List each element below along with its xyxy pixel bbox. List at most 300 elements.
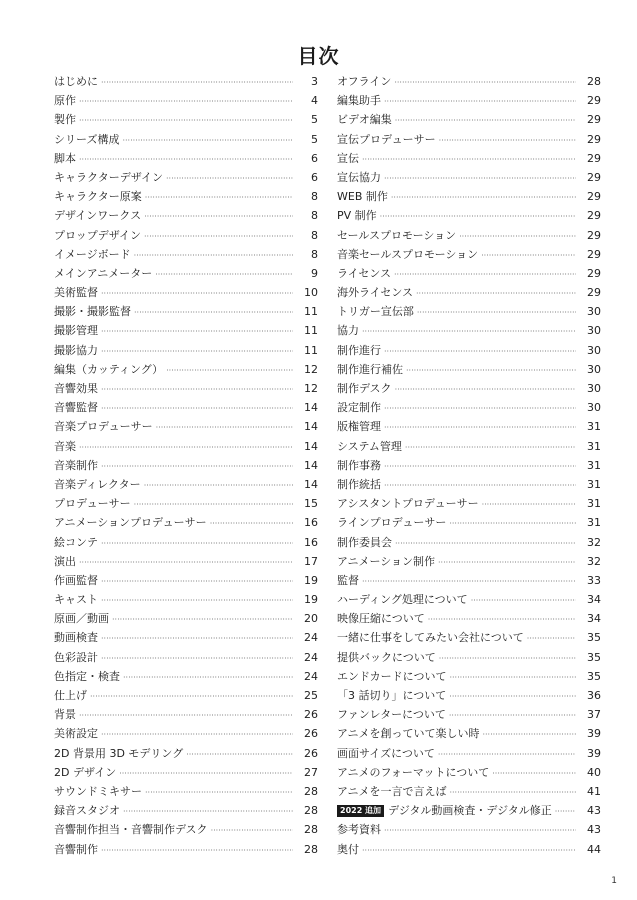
toc-entry-title: 2D 背景用 3D モデリング [54, 746, 184, 760]
toc-entry-title: 美術設定 [54, 727, 98, 741]
toc-entry-title: アニメーションプロデューサー [54, 516, 207, 530]
toc-entry-title-wrap [54, 130, 119, 149]
toc-entry-title: ファンレターについて [337, 708, 446, 722]
toc-entry-title: 参考資料 [337, 823, 381, 837]
toc-entry-page: 39 [587, 727, 601, 741]
toc-entry[interactable] [54, 321, 318, 340]
toc-entry-title: ライセンス [337, 266, 392, 280]
toc-entry-title: 制作デスク [337, 382, 392, 395]
toc-entry-title-wrap [337, 360, 403, 379]
toc-entry-title-wrap [54, 321, 98, 340]
toc-entry-title: 音響効果 [54, 382, 98, 395]
toc-leader-dots [362, 150, 576, 168]
toc-entry-title: 音楽プロデューサー [54, 420, 153, 434]
toc-entry-title: 海外ライセンス [337, 286, 414, 300]
toc-entry-page: 34 [587, 612, 601, 626]
toc-entry-title: シリーズ構成 [54, 132, 120, 146]
toc-entry-title: 撮影・撮影監督 [54, 305, 131, 319]
toc-leader-dots [394, 265, 576, 283]
toc-entry-title: キャスト [54, 593, 98, 607]
toc-entry[interactable] [337, 379, 601, 398]
toc-entry-page: 32 [587, 535, 601, 549]
toc-entry-title-wrap [337, 667, 446, 686]
toc-entry[interactable] [54, 206, 318, 225]
toc-entry[interactable] [54, 590, 318, 609]
toc-entry-page: 8 [311, 228, 318, 242]
toc-entry-title: はじめに [54, 75, 98, 88]
toc-entry-title-wrap [54, 648, 98, 667]
toc-entry[interactable] [337, 360, 601, 379]
toc-entry[interactable] [337, 91, 601, 110]
toc-entry-title: 作画監督 [54, 573, 98, 587]
toc-left-column [54, 72, 318, 859]
toc-entry-title-wrap [54, 456, 98, 475]
toc-entry[interactable] [54, 724, 318, 743]
toc-entry-page: 31 [587, 477, 601, 491]
toc-entry-page: 43 [587, 823, 601, 837]
toc-entry-page: 30 [587, 305, 601, 319]
toc-entry-page: 12 [304, 382, 318, 395]
toc-entry-title-wrap [337, 187, 388, 206]
toc-entry-page: 12 [304, 362, 318, 376]
toc-entry[interactable] [54, 705, 318, 724]
toc-entry[interactable] [337, 705, 601, 724]
toc-leader-dots [384, 476, 576, 494]
toc-leader-dots [79, 706, 293, 724]
toc-entry[interactable] [337, 628, 601, 647]
toc-entry-title-wrap [54, 820, 208, 839]
toc-entry-title: プロデューサー [54, 497, 131, 511]
toc-entry[interactable] [337, 456, 601, 475]
toc-leader-dots [166, 169, 293, 187]
toc-entry[interactable] [337, 475, 601, 494]
toc-entry-title-wrap [337, 705, 446, 724]
toc-leader-dots [101, 73, 293, 91]
toc-entry-title: ビデオ編集 [337, 113, 392, 127]
new-badge: 2022 追加 [337, 805, 384, 817]
toc-entry-title-wrap [54, 840, 98, 859]
toc-entry-title: セールスプロモーション [337, 228, 457, 242]
toc-entry-title: 制作進行補佐 [337, 362, 403, 376]
toc-entry-page: 17 [304, 554, 318, 568]
toc-entry[interactable] [54, 801, 318, 820]
toc-entry-title-wrap [337, 302, 414, 321]
toc-entry[interactable] [54, 360, 318, 379]
toc-entry[interactable] [337, 533, 601, 552]
toc-entry-page: 44 [587, 842, 601, 856]
toc-entry-title-wrap [54, 705, 76, 724]
toc-entry[interactable] [54, 840, 318, 859]
toc-entry-title-wrap [337, 341, 381, 360]
toc-entry-page: 27 [304, 765, 318, 779]
toc-entry[interactable] [54, 264, 318, 283]
toc-entry-page: 6 [311, 151, 318, 165]
toc-entry-page: 31 [587, 497, 601, 511]
toc-entry[interactable] [337, 321, 601, 340]
toc-entry-title-wrap [337, 648, 436, 667]
toc-entry-page: 19 [304, 593, 318, 607]
toc-entry[interactable] [54, 552, 318, 571]
toc-entry-title: WEB 制作 [337, 190, 388, 204]
toc-entry[interactable] [337, 437, 601, 456]
toc-entry-title: 原画／動画 [54, 612, 109, 626]
toc-entry[interactable] [54, 820, 318, 839]
toc-entry-title: 編集（カッティング） [54, 362, 164, 376]
toc-entry-title-wrap [54, 72, 98, 91]
toc-leader-dots [123, 802, 293, 820]
toc-entry-page: 25 [304, 689, 318, 702]
toc-leader-dots [439, 131, 576, 149]
toc-entry-page: 14 [304, 420, 318, 434]
toc-entry[interactable] [54, 302, 318, 321]
toc-entry-title-wrap [54, 513, 207, 532]
toc-entry[interactable] [337, 648, 601, 667]
toc-entry-title-wrap [54, 245, 131, 264]
toc-entry-title-wrap [54, 782, 142, 801]
toc-entry-page: 28 [304, 842, 318, 856]
toc-leader-dots [156, 418, 293, 436]
toc-leader-dots [101, 572, 293, 590]
toc-entry-title: 宣伝プロデューサー [337, 132, 436, 146]
toc-entry-page: 30 [587, 401, 601, 415]
toc-entry[interactable] [337, 552, 601, 571]
toc-entry[interactable] [54, 782, 318, 801]
toc-entry[interactable] [337, 72, 601, 91]
toc-entry-title: 背景 [54, 708, 76, 722]
toc-entry[interactable] [54, 72, 318, 91]
toc-entry[interactable] [337, 840, 601, 859]
toc-leader-dots [144, 476, 293, 494]
toc-leader-dots [145, 783, 293, 801]
toc-entry[interactable] [54, 513, 318, 532]
toc-entry-page: 39 [587, 746, 601, 760]
toc-entry-page: 26 [304, 746, 318, 760]
toc-leader-dots [101, 380, 293, 398]
toc-entry[interactable] [54, 628, 318, 647]
toc-entry-title-wrap [54, 475, 141, 494]
toc-entry-title-wrap [337, 820, 381, 839]
toc-entry[interactable] [337, 782, 601, 801]
toc-entry[interactable] [337, 820, 601, 839]
toc-entry-page: 26 [304, 727, 318, 741]
toc-entry-title: イメージボード [54, 247, 131, 261]
toc-entry-title-wrap [54, 609, 109, 628]
toc-entry[interactable] [54, 456, 318, 475]
toc-entry-page: 14 [304, 401, 318, 415]
toc-entry-title: 撮影協力 [54, 343, 98, 357]
toc-entry-title-wrap [337, 206, 377, 225]
toc-entry[interactable] [337, 667, 601, 686]
toc-entry-page: 24 [304, 631, 318, 645]
toc-entry-title-wrap [337, 110, 392, 129]
toc-entry-title-wrap [54, 628, 98, 647]
toc-entry[interactable] [337, 226, 601, 245]
toc-entry[interactable] [54, 245, 318, 264]
toc-leader-dots [449, 706, 576, 724]
toc-entry[interactable] [337, 398, 601, 417]
toc-entry[interactable] [337, 724, 601, 743]
toc-entry-page: 14 [304, 477, 318, 491]
toc-entry-page: 15 [304, 497, 318, 511]
toc-leader-dots [492, 764, 576, 782]
toc-entry-title: 「3 話切り」について [337, 689, 447, 702]
toc-entry-page: 31 [587, 516, 601, 530]
toc-entry[interactable] [337, 302, 601, 321]
toc-leader-dots [79, 438, 293, 456]
toc-entry-title: 宣伝協力 [337, 170, 381, 184]
toc-entry-title: 映像圧縮について [337, 612, 425, 626]
toc-entry-title-wrap [337, 130, 436, 149]
toc-entry-page: 29 [587, 94, 601, 108]
toc-entry-title: デジタル動画検査・デジタル修正 [388, 804, 552, 818]
toc-entry-title-wrap [337, 379, 392, 398]
toc-entry-title-wrap [337, 494, 479, 513]
toc-entry-title: 色指定・検査 [54, 669, 120, 683]
toc-entry-page: 14 [304, 458, 318, 472]
toc-entry-page: 28 [304, 823, 318, 837]
toc-entry[interactable] [337, 609, 601, 628]
toc-entry[interactable] [54, 533, 318, 552]
toc-entry-page: 32 [587, 554, 601, 568]
toc-entry-title-wrap [54, 91, 76, 110]
toc-entry[interactable] [337, 130, 601, 149]
toc-leader-dots [384, 418, 576, 436]
toc-leader-dots [459, 227, 576, 245]
toc-entry-title: アニメのフォーマットについて [337, 765, 490, 779]
toc-entry[interactable] [54, 149, 318, 168]
toc-entry-title: 協力 [337, 324, 359, 338]
toc-entry-title-wrap [54, 206, 141, 225]
toc-entry[interactable] [337, 283, 601, 302]
toc-entry[interactable] [337, 417, 601, 436]
toc-entry-title-wrap [337, 226, 456, 245]
toc-entry-title: 制作統括 [337, 477, 381, 491]
toc-entry[interactable] [54, 398, 318, 417]
toc-entry-title-wrap [54, 264, 152, 283]
toc-leader-dots [211, 821, 293, 839]
toc-entry[interactable] [337, 763, 601, 782]
toc-entry-title-wrap [54, 744, 183, 763]
toc-entry-title-wrap [337, 168, 381, 187]
toc-leader-dots [384, 821, 576, 839]
toc-leader-dots [527, 629, 576, 647]
toc-entry-title-wrap [54, 763, 116, 782]
toc-entry-page: 5 [311, 113, 318, 127]
toc-leader-dots [439, 649, 576, 667]
page-number: 1 [611, 876, 617, 886]
toc-entry-title: 監督 [337, 573, 359, 587]
toc-entry-title: 絵コンテ [54, 535, 98, 549]
toc-entry-title: 仕上げ [54, 689, 87, 702]
toc-entry-page: 31 [587, 458, 601, 472]
toc-entry[interactable] [337, 571, 601, 590]
toc-entry-page: 8 [311, 247, 318, 261]
toc-entry-title: アニメを一言で言えば [337, 784, 447, 798]
toc-leader-dots [449, 783, 576, 801]
toc-entry-title: 音響制作担当・音響制作デスク [54, 823, 208, 837]
toc-entry-page: 29 [587, 190, 601, 204]
toc-leader-dots [438, 745, 576, 763]
toc-entry-title: エンドカードについて [337, 669, 447, 683]
toc-leader-dots [123, 668, 293, 686]
toc-entry-title: キャラクター原案 [54, 190, 142, 204]
toc-leader-dots [384, 169, 576, 187]
toc-entry-title-wrap [54, 571, 98, 590]
toc-leader-dots [101, 399, 293, 417]
toc-entry-title-wrap [337, 552, 435, 571]
toc-entry-title: アニメーション制作 [337, 554, 436, 568]
toc-entry[interactable] [54, 283, 318, 302]
toc-entry-title-wrap [54, 724, 98, 743]
toc-entry-title: 宣伝 [337, 151, 359, 165]
toc-entry-page: 29 [587, 286, 601, 300]
toc-entry[interactable] [54, 379, 318, 398]
toc-entry[interactable] [54, 187, 318, 206]
toc-entry-title-wrap [337, 513, 446, 532]
toc-entry[interactable] [337, 149, 601, 168]
toc-entry-page: 11 [304, 324, 318, 338]
toc-entry[interactable] [54, 763, 318, 782]
toc-leader-dots [101, 629, 293, 647]
toc-entry-title: 演出 [54, 554, 76, 568]
toc-leader-dots [79, 92, 293, 110]
toc-entry[interactable] [337, 744, 601, 763]
toc-entry-title-wrap [337, 763, 489, 782]
toc-entry[interactable] [54, 226, 318, 245]
toc-entry-title-wrap [54, 533, 98, 552]
toc-entry[interactable] [54, 91, 318, 110]
toc-entry-title-wrap [54, 398, 98, 417]
toc-entry[interactable] [54, 437, 318, 456]
toc-entry[interactable] [337, 513, 601, 532]
toc-leader-dots [395, 380, 576, 398]
toc-entry-title: 奥付 [337, 842, 359, 856]
toc-leader-dots [79, 111, 293, 129]
toc-entry-page: 37 [587, 708, 601, 722]
toc-entry[interactable] [337, 187, 601, 206]
toc-entry[interactable] [337, 341, 601, 360]
toc-entry-title: 2D デザイン [54, 765, 117, 779]
toc-entry-title-wrap [54, 187, 142, 206]
toc-entry-title-wrap [337, 628, 524, 647]
toc-entry-title: 音楽ディレクター [54, 477, 141, 491]
toc-entry-title: 音響制作 [54, 842, 98, 856]
toc-leader-dots [186, 745, 293, 763]
toc-entry-title: 撮影管理 [54, 324, 98, 338]
toc-entry-page: 43 [587, 804, 601, 818]
toc-leader-dots [155, 265, 293, 283]
toc-entry-title: キャラクターデザイン [54, 170, 164, 184]
toc-entry-page: 36 [587, 689, 601, 702]
toc-entry-title-wrap [54, 437, 76, 456]
toc-entry-title: 色彩設計 [54, 650, 98, 664]
toc-entry[interactable] [54, 686, 318, 705]
toc-entry[interactable] [337, 168, 601, 187]
toc-leader-dots [79, 553, 293, 571]
toc-entry-title-wrap [54, 590, 98, 609]
toc-entry-title-wrap [337, 686, 446, 705]
toc-entry[interactable] [54, 110, 318, 129]
toc-entry-title: アシスタントプロデューサー [337, 497, 479, 511]
toc-entry-page: 8 [311, 190, 318, 204]
toc-entry-page: 8 [311, 209, 318, 223]
toc-entry-title-wrap [337, 590, 468, 609]
toc-entry[interactable] [337, 245, 601, 264]
toc-entry[interactable] [54, 667, 318, 686]
toc-entry[interactable] [337, 110, 601, 129]
toc-leader-dots [112, 610, 293, 628]
toc-leader-dots [101, 342, 293, 360]
toc-leader-dots [406, 361, 576, 379]
toc-entry-title-wrap [337, 264, 391, 283]
toc-entry[interactable] [54, 571, 318, 590]
toc-entry-title-wrap [337, 456, 381, 475]
toc-entry-title: 提供バックについて [337, 650, 436, 664]
toc-entry-page: 29 [587, 132, 601, 146]
toc-entry[interactable] [337, 801, 601, 820]
toc-entry[interactable] [54, 341, 318, 360]
toc-entry-title-wrap [54, 417, 153, 436]
toc-leader-dots [101, 841, 293, 859]
toc-leader-dots [166, 361, 293, 379]
toc-entry-title: 美術監督 [54, 286, 98, 300]
toc-leader-dots [482, 495, 576, 513]
toc-entry-title-wrap [337, 724, 479, 743]
toc-entry[interactable] [337, 206, 601, 225]
toc-entry-title-wrap [337, 840, 359, 859]
toc-leader-dots [449, 668, 576, 686]
toc-entry[interactable] [337, 494, 601, 513]
toc-entry-title: 音響監督 [54, 401, 98, 415]
toc-entry[interactable] [54, 648, 318, 667]
toc-entry-page: 29 [587, 228, 601, 242]
toc-leader-dots [438, 553, 576, 571]
toc-leader-dots [481, 246, 576, 264]
toc-entry[interactable] [54, 168, 318, 187]
toc-entry[interactable] [54, 494, 318, 513]
toc-entry[interactable] [54, 475, 318, 494]
toc-entry[interactable] [54, 417, 318, 436]
toc-entry-title: ラインプロデューサー [337, 516, 447, 530]
toc-leader-dots [134, 495, 293, 513]
toc-entry-title: 版権管理 [337, 420, 381, 434]
toc-entry[interactable] [54, 609, 318, 628]
toc-entry[interactable] [337, 590, 601, 609]
toc-entry-title-wrap [54, 667, 120, 686]
toc-entry[interactable] [337, 686, 601, 705]
toc-leader-dots [90, 687, 293, 705]
toc-entry-page: 29 [587, 113, 601, 127]
toc-entry-title: 動画検査 [54, 631, 98, 645]
toc-entry-title-wrap [54, 686, 87, 705]
toc-leader-dots [405, 438, 576, 456]
toc-leader-dots [101, 457, 293, 475]
toc-leader-dots [145, 188, 293, 206]
toc-entry[interactable] [54, 744, 318, 763]
toc-entry-page: 28 [304, 804, 318, 818]
toc-leader-dots [101, 725, 293, 743]
toc-leader-dots [134, 246, 293, 264]
toc-entry-title-wrap [337, 437, 402, 456]
toc-entry[interactable] [337, 264, 601, 283]
toc-entry-title-wrap [337, 782, 446, 801]
toc-entry-title-wrap [337, 801, 552, 820]
toc-entry-page: 9 [311, 266, 318, 280]
toc-entry-title-wrap [54, 341, 98, 360]
toc-entry-title: オフライン [337, 75, 392, 88]
toc-entry[interactable] [54, 130, 318, 149]
page-title: 目次 [297, 44, 340, 68]
